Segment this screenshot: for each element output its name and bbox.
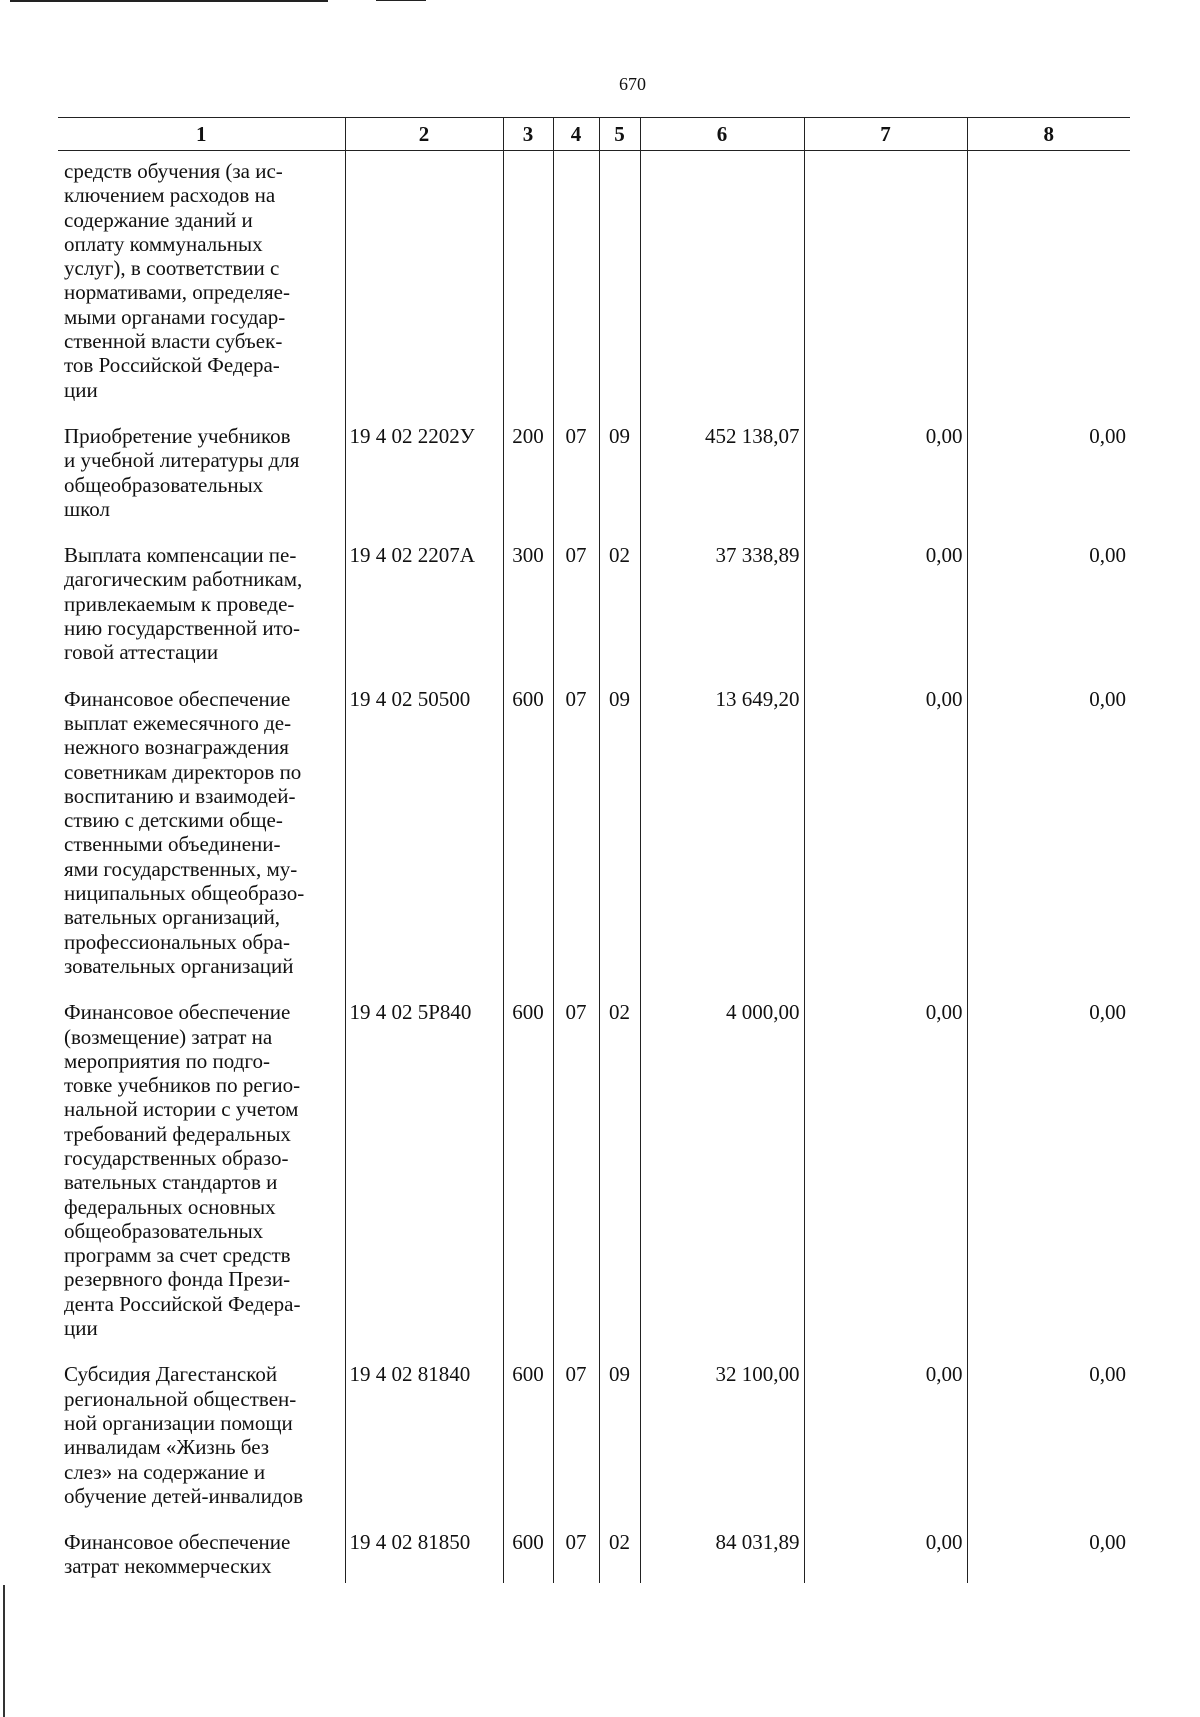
subsection-cell [599,151,640,418]
section-cell: 07 [553,994,599,1356]
amount-col8-cell: 0,00 [967,418,1130,537]
amount-col7-cell [804,151,967,418]
column-header: 1 [58,118,345,151]
expense-type-cell: 600 [503,994,553,1356]
item-name-cell: Субсидия Дагестанской региональной обществен- ной организации помощи инвалидам «Жизнь без слез» на содержание и обучение детей-инвалидов [64,1362,303,1508]
amount-col8-cell: 0,00 [967,1524,1130,1583]
table-row [58,681,1130,995]
subsection-cell: 02 [599,1524,640,1583]
column-header: 6 [640,118,804,151]
subsection-cell: 02 [599,537,640,680]
column-header: 2 [345,118,503,151]
section-cell [553,151,599,418]
item-name-cell: Приобретение учебников и учебной литературы для общеобразовательных школ [64,423,300,521]
column-header: 3 [503,118,553,151]
top-scan-line [10,0,328,2]
subsection-cell: 09 [599,681,640,995]
expense-type-cell: 600 [503,681,553,995]
amount-col6-cell: 84 031,89 [640,1524,804,1583]
table-row [58,1524,1130,1583]
subsection-cell: 09 [599,1356,640,1524]
table-row [58,418,1130,537]
budget-code-cell: 19 4 02 2202У [345,418,503,537]
amount-col8-cell: 0,00 [967,994,1130,1356]
amount-col6-cell [640,151,804,418]
left-page-edge [3,1585,5,1717]
budget-code-cell [345,151,503,418]
budget-code-cell: 19 4 02 2207А [345,537,503,680]
amount-col6-cell: 37 338,89 [640,537,804,680]
table-row [58,1356,1130,1524]
amount-col8-cell: 0,00 [967,1356,1130,1524]
amount-col8-cell: 0,00 [967,537,1130,680]
header-row [58,118,1130,151]
amount-col7-cell: 0,00 [804,537,967,680]
section-cell: 07 [553,681,599,995]
item-name-cell: Выплата компенсации пе- дагогическим работникам, привлекаемым к проведе- нию государственной ито- говой аттестации [64,543,303,665]
amount-col7-cell: 0,00 [804,1356,967,1524]
amount-col8-cell [967,151,1130,418]
page-number: 670 [619,74,646,94]
budget-code-cell: 19 4 02 5Р840 [345,994,503,1356]
amount-col7-cell: 0,00 [804,418,967,537]
section-cell: 07 [553,1356,599,1524]
amount-col8-cell: 0,00 [967,681,1130,995]
budget-code-cell: 19 4 02 81850 [345,1524,503,1583]
table-row [58,994,1130,1356]
amount-col7-cell: 0,00 [804,994,967,1356]
section-cell: 07 [553,537,599,680]
amount-col6-cell: 4 000,00 [640,994,804,1356]
section-cell: 07 [553,418,599,537]
column-header: 8 [967,118,1130,151]
column-header: 7 [804,118,967,151]
subsection-cell: 09 [599,418,640,537]
budget-code-cell: 19 4 02 50500 [345,681,503,995]
table-row [58,151,1130,418]
budget-table [58,117,1130,1583]
item-name-cell: Финансовое обеспечение (возмещение) затрат на мероприятия по подго- товке учебников по регио- нальной истории с учетом требований федеральных государственных образо- вательных стандартов и федеральных основных общеобразовательных программ за счет средств резервного фонда Прези- дента Российской Федера- ции [64,1000,301,1341]
amount-col7-cell: 0,00 [804,1524,967,1583]
top-scan-line-short [376,0,426,1]
item-name-cell: Финансовое обеспечение затрат некоммерческих [64,1530,291,1579]
expense-type-cell: 200 [503,418,553,537]
column-header: 5 [599,118,640,151]
budget-code-cell: 19 4 02 81840 [345,1356,503,1524]
item-name-cell: Финансовое обеспечение выплат ежемесячного де- нежного вознаграждения советникам директоров по воспитанию и взаимодей- ствию с детскими обще- ственными объединени- ями государственных, му- ниципальных общеобразо- вательных организаций, профессиональных обра- зовательных организаций [64,686,305,978]
expense-type-cell: 600 [503,1524,553,1583]
amount-col6-cell: 32 100,00 [640,1356,804,1524]
section-cell: 07 [553,1524,599,1583]
table-row [58,537,1130,680]
amount-col6-cell: 452 138,07 [640,418,804,537]
item-name-cell: средств обучения (за ис- ключением расходов на содержание зданий и оплату коммунальных услуг), в соответствии с нормативами, определяе- мыми органами государ- ственной власти субъек- тов Российской Федера- ции [64,159,290,402]
expense-type-cell: 300 [503,537,553,680]
column-header: 4 [553,118,599,151]
amount-col6-cell: 13 649,20 [640,681,804,995]
amount-col7-cell: 0,00 [804,681,967,995]
subsection-cell: 02 [599,994,640,1356]
expense-type-cell [503,151,553,418]
expense-type-cell: 600 [503,1356,553,1524]
